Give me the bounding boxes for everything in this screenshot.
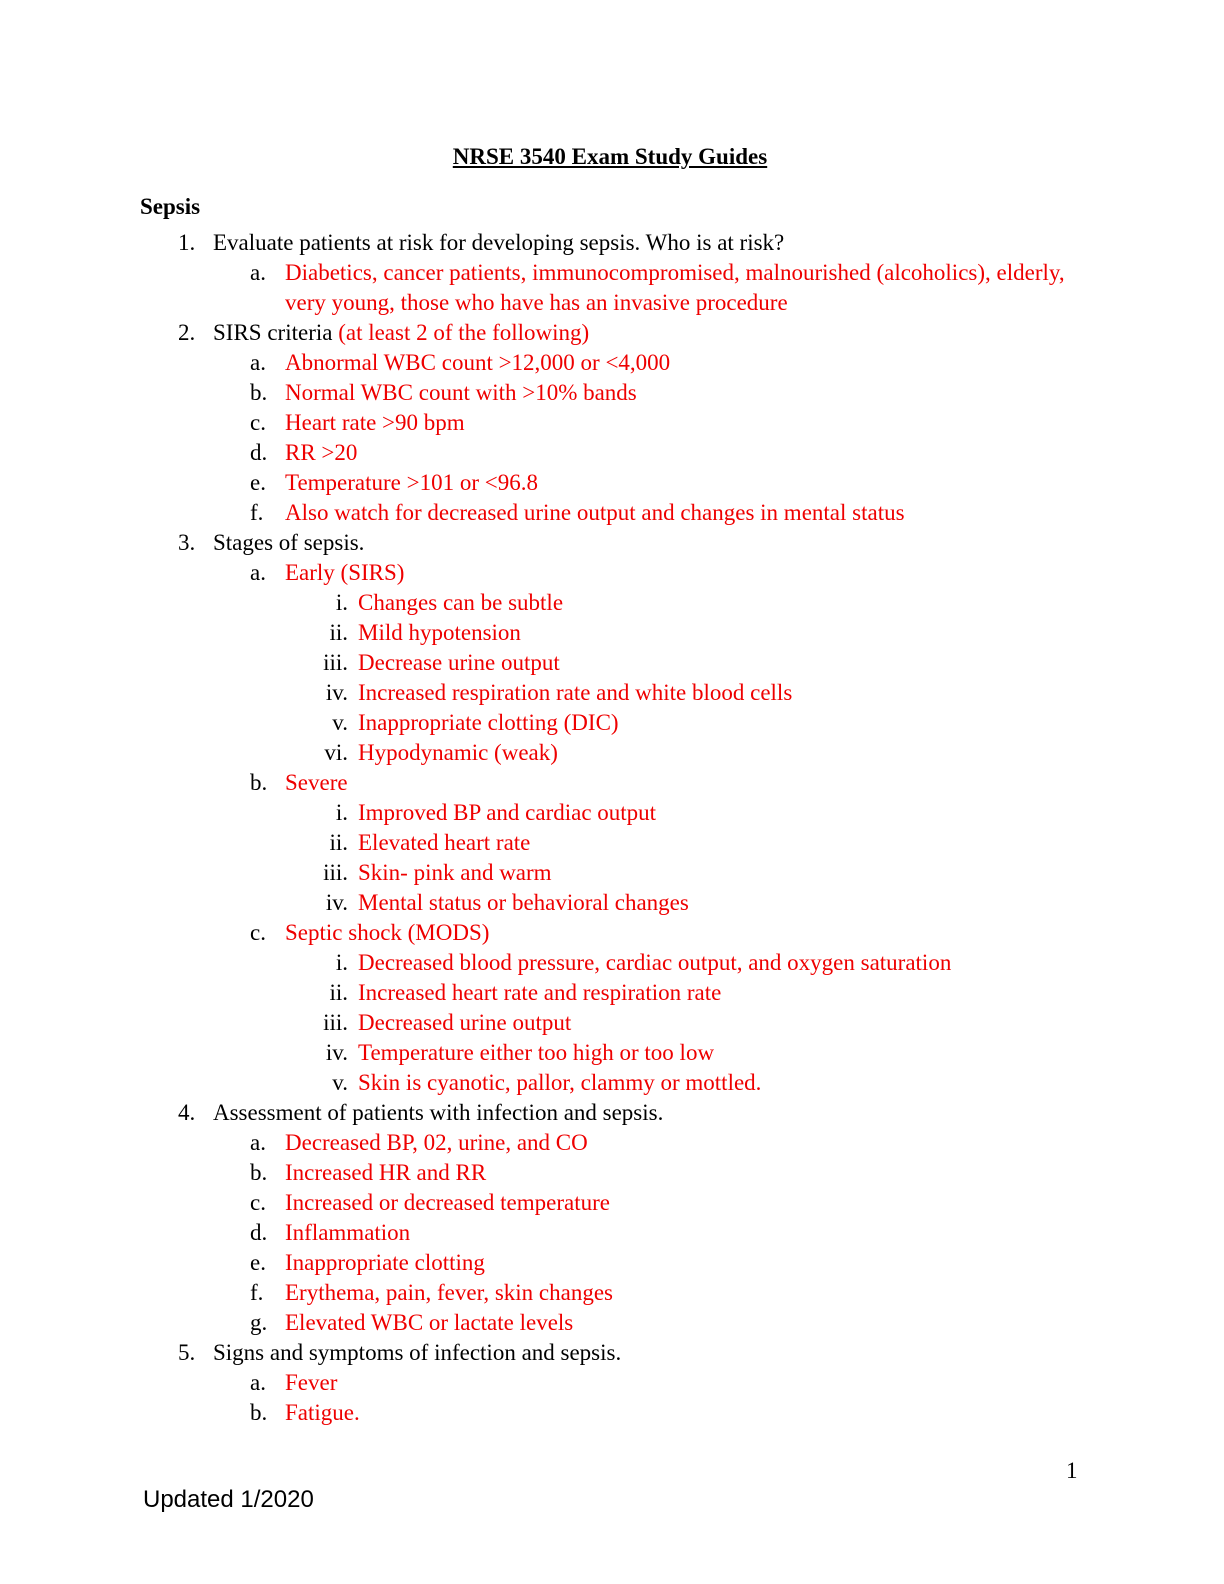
list-text <box>285 348 1080 378</box>
list-text <box>285 498 1080 528</box>
answer-text: Abnormal WBC count >12,000 or <4,000 <box>285 350 671 375</box>
answer-text: Decreased BP, 02, urine, and CO <box>285 1130 588 1155</box>
answer-text: (at least 2 of the following) <box>338 320 590 345</box>
outline-list <box>140 228 1080 1428</box>
list-marker: b. <box>250 1400 268 1425</box>
list-marker: iv. <box>325 1040 348 1065</box>
answer-text: Mild hypotension <box>358 620 521 645</box>
list-text <box>285 1158 1080 1188</box>
answer-text: Skin is cyanotic, pallor, clammy or mottled. <box>358 1070 762 1095</box>
list-item <box>140 1218 1080 1248</box>
question-text: Signs and symptoms of infection and sepsis. <box>213 1340 622 1365</box>
list-marker: i. <box>335 800 348 825</box>
list-item <box>140 738 1080 768</box>
list-text <box>348 1038 1080 1068</box>
list-marker: iii. <box>323 860 348 885</box>
answer-text: Hypodynamic (weak) <box>358 740 558 765</box>
list-text <box>213 528 1080 558</box>
list-marker: 1. <box>178 230 196 255</box>
list-text <box>348 708 1080 738</box>
list-text <box>348 1008 1080 1038</box>
answer-text: Erythema, pain, fever, skin changes <box>285 1280 613 1305</box>
answer-text: Fatigue. <box>285 1400 360 1425</box>
list-item <box>140 768 1080 798</box>
list-text <box>285 1398 1080 1428</box>
list-text <box>348 858 1080 888</box>
answer-text: Skin- pink and warm <box>358 860 552 885</box>
list-marker: iii. <box>323 1010 348 1035</box>
page-number: 1 <box>1066 1458 1078 1483</box>
list-text <box>348 588 1080 618</box>
list-item <box>140 1068 1080 1098</box>
answer-text: Changes can be subtle <box>358 590 564 615</box>
list-item <box>140 678 1080 708</box>
list-item <box>140 1368 1080 1398</box>
list-marker: ii. <box>329 620 348 645</box>
list-text <box>348 978 1080 1008</box>
page-title: NRSE 3540 Exam Study Guides <box>452 144 768 169</box>
list-text <box>213 318 1080 348</box>
list-item <box>140 498 1080 528</box>
list-item <box>140 798 1080 828</box>
list-text <box>348 648 1080 678</box>
list-marker: v. <box>332 1070 348 1095</box>
list-text <box>285 918 1080 948</box>
list-item <box>140 1098 1080 1128</box>
list-text <box>348 798 1080 828</box>
list-item <box>140 1008 1080 1038</box>
list-item <box>140 588 1080 618</box>
list-marker: a. <box>250 350 266 375</box>
list-marker: ii. <box>329 980 348 1005</box>
list-item <box>140 978 1080 1008</box>
list-marker: g. <box>250 1310 268 1335</box>
answer-text: Inappropriate clotting (DIC) <box>358 710 619 735</box>
footer-updated-note: Updated 1/2020 <box>143 1486 314 1513</box>
list-marker: c. <box>250 410 266 435</box>
list-marker: iv. <box>325 890 348 915</box>
answer-text: Fever <box>285 1370 338 1395</box>
list-marker: v. <box>332 710 348 735</box>
list-item <box>140 378 1080 408</box>
list-item <box>140 258 1080 318</box>
list-item <box>140 918 1080 948</box>
answer-text: Also watch for decreased urine output and changes in mental status <box>285 500 905 525</box>
list-marker: c. <box>250 1190 266 1215</box>
list-marker: ii. <box>329 830 348 855</box>
answer-text: Decreased urine output <box>358 1010 572 1035</box>
list-item <box>140 1158 1080 1188</box>
answer-text: Improved BP and cardiac output <box>358 800 657 825</box>
list-text <box>348 618 1080 648</box>
answer-text: Elevated WBC or lactate levels <box>285 1310 574 1335</box>
list-marker: i. <box>335 590 348 615</box>
list-item <box>140 408 1080 438</box>
list-marker: e. <box>250 470 266 495</box>
list-marker: c. <box>250 920 266 945</box>
list-text <box>285 1368 1080 1398</box>
list-marker: f. <box>250 1280 264 1305</box>
question-text: Assessment of patients with infection and sepsis. <box>213 1100 664 1125</box>
answer-text: Decrease urine output <box>358 650 560 675</box>
answer-text: Decreased blood pressure, cardiac output, and oxygen saturation <box>358 950 952 975</box>
list-item <box>140 1398 1080 1428</box>
list-item <box>140 348 1080 378</box>
answer-text: Diabetics, cancer patients, immunocompromised, malnourished (alcoholics), elderly, very young, those who have has an invasive procedure <box>285 260 1065 315</box>
list-text <box>348 888 1080 918</box>
list-text <box>348 828 1080 858</box>
list-text <box>285 438 1080 468</box>
answer-text: Mental status or behavioral changes <box>358 890 689 915</box>
list-marker: iii. <box>323 650 348 675</box>
list-marker: a. <box>250 260 266 285</box>
list-text <box>348 738 1080 768</box>
list-text <box>285 408 1080 438</box>
list-marker: b. <box>250 380 268 405</box>
answer-text: Inflammation <box>285 1220 411 1245</box>
list-item <box>140 888 1080 918</box>
list-item <box>140 528 1080 558</box>
list-text <box>213 1098 1080 1128</box>
answer-text: Increased HR and RR <box>285 1160 487 1185</box>
list-text <box>285 558 1080 588</box>
list-item <box>140 708 1080 738</box>
answer-text: Inappropriate clotting <box>285 1250 485 1275</box>
answer-text: Severe <box>285 770 348 795</box>
list-marker: d. <box>250 440 268 465</box>
answer-text: RR >20 <box>285 440 358 465</box>
list-marker: a. <box>250 1370 266 1395</box>
list-text <box>213 228 1080 258</box>
list-text <box>285 1128 1080 1158</box>
list-text <box>285 258 1080 318</box>
list-item <box>140 1248 1080 1278</box>
question-text: SIRS criteria <box>213 320 339 345</box>
list-item <box>140 1128 1080 1158</box>
list-text <box>213 1338 1080 1368</box>
list-text <box>285 1308 1080 1338</box>
list-text <box>348 1068 1080 1098</box>
list-text <box>348 948 1080 978</box>
answer-text: Early (SIRS) <box>285 560 405 585</box>
answer-text: Temperature >101 or <96.8 <box>285 470 538 495</box>
list-text <box>285 378 1080 408</box>
section-heading: Sepsis <box>140 194 201 219</box>
list-marker: a. <box>250 560 266 585</box>
list-item <box>140 1338 1080 1368</box>
answer-text: Increased or decreased temperature <box>285 1190 610 1215</box>
list-text <box>285 468 1080 498</box>
answer-text: Normal WBC count with >10% bands <box>285 380 637 405</box>
answer-text: Increased heart rate and respiration rate <box>358 980 722 1005</box>
list-text <box>285 768 1080 798</box>
list-marker: iv. <box>325 680 348 705</box>
list-marker: 5. <box>178 1340 196 1365</box>
list-item <box>140 318 1080 348</box>
list-marker: 4. <box>178 1100 196 1125</box>
list-text <box>285 1188 1080 1218</box>
list-item <box>140 948 1080 978</box>
answer-text: Heart rate >90 bpm <box>285 410 465 435</box>
list-item <box>140 828 1080 858</box>
list-item <box>140 1278 1080 1308</box>
list-marker: 2. <box>178 320 196 345</box>
list-item <box>140 468 1080 498</box>
list-item <box>140 438 1080 468</box>
list-text <box>285 1278 1080 1308</box>
answer-text: Elevated heart rate <box>358 830 531 855</box>
list-marker: 3. <box>178 530 196 555</box>
list-marker: b. <box>250 1160 268 1185</box>
list-item <box>140 1038 1080 1068</box>
list-text <box>285 1248 1080 1278</box>
question-text: Evaluate patients at risk for developing sepsis. Who is at risk? <box>213 230 785 255</box>
list-item <box>140 648 1080 678</box>
list-text <box>348 678 1080 708</box>
list-marker: a. <box>250 1130 266 1155</box>
list-item <box>140 1188 1080 1218</box>
list-marker: d. <box>250 1220 268 1245</box>
question-text: Stages of sepsis. <box>213 530 365 555</box>
list-marker: i. <box>335 950 348 975</box>
answer-text: Temperature either too high or too low <box>358 1040 715 1065</box>
list-marker: vi. <box>324 740 348 765</box>
list-item <box>140 228 1080 258</box>
list-text <box>285 1218 1080 1248</box>
list-item <box>140 618 1080 648</box>
list-item <box>140 858 1080 888</box>
list-marker: e. <box>250 1250 266 1275</box>
list-marker: b. <box>250 770 268 795</box>
list-item <box>140 1308 1080 1338</box>
answer-text: Increased respiration rate and white blood cells <box>358 680 793 705</box>
list-marker: f. <box>250 500 264 525</box>
list-item <box>140 558 1080 588</box>
answer-text: Septic shock (MODS) <box>285 920 490 945</box>
